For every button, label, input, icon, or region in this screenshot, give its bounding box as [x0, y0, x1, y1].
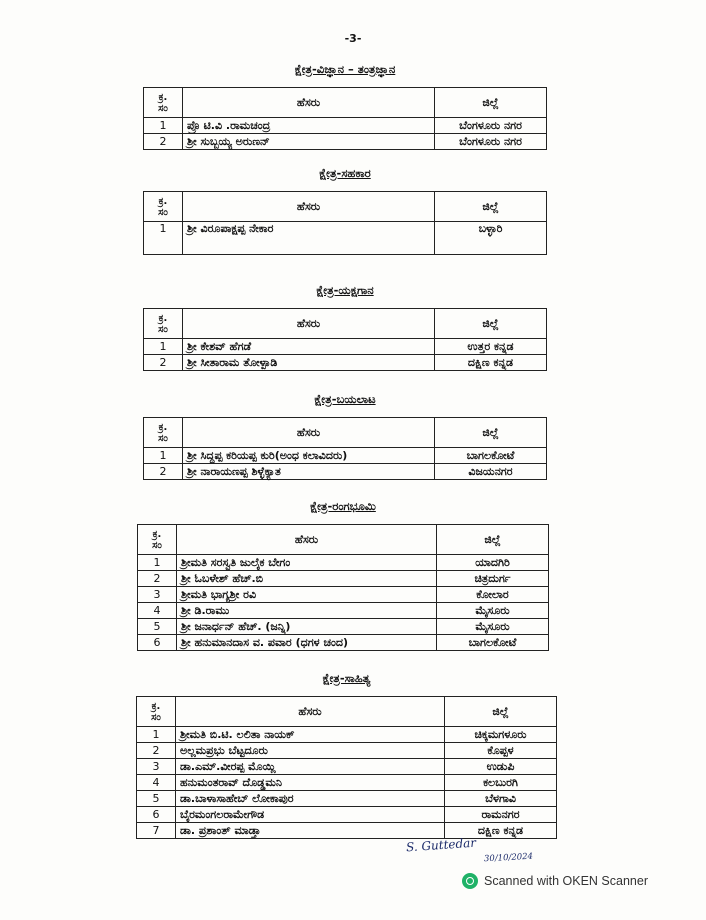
table-row	[144, 118, 547, 134]
column-header-serial: ಕ್ರ. ಸಂ	[137, 697, 176, 727]
serial-number-cell: 7	[137, 823, 176, 839]
section-heading: ಕ್ಷೇತ್ರ-ರಂಗಭೂಮಿ	[310, 499, 376, 513]
district-cell: ವಿಜಯನಗರ	[435, 464, 547, 480]
serial-number-cell: 1	[144, 222, 183, 255]
column-header-name: ಹೆಸರು	[177, 525, 437, 555]
name-cell: ಡಾ. ಪ್ರಶಾಂತ್ ಮಾಡ್ತಾ	[176, 823, 445, 839]
name-cell: ಶ್ರೀಮತಿ ಭಾಗ್ಯಶ್ರೀ ರವಿ	[177, 587, 437, 603]
section-2	[143, 166, 547, 255]
name-cell: ಶ್ರೀ ಜನಾರ್ಧನ್ ಹೆಚ್. (ಜನ್ನಿ)	[177, 619, 437, 635]
table-row	[138, 555, 549, 571]
table-row	[138, 635, 549, 651]
district-cell: ಕಲಬುರಗಿ	[445, 775, 557, 791]
column-header-serial: ಕ್ರ. ಸಂ	[138, 525, 177, 555]
column-header-district: ಜಿಲ್ಲೆ	[437, 525, 549, 555]
table-row	[137, 823, 557, 839]
name-cell: ಶ್ರೀ ಸೀತಾರಾಮ ತೋಳ್ಪಾಡಿ	[183, 355, 435, 371]
district-cell: ಬಾಗಲಕೋಟೆ	[437, 635, 549, 651]
serial-number-cell: 2	[144, 355, 183, 371]
column-header-serial: ಕ್ರ. ಸಂ	[144, 418, 183, 448]
district-cell: ಬೆಂಗಳೂರು ನಗರ	[435, 134, 547, 150]
name-cell: ಶ್ರೀ ಹನುಮಾನದಾಸ ವ. ಪವಾರ (ಧಗಳ ಚಂದ)	[177, 635, 437, 651]
table-header-row	[144, 309, 547, 339]
district-cell: ಉತ್ತರ ಕನ್ನಡ	[435, 339, 547, 355]
district-cell: ಕೋಲಾರ	[437, 587, 549, 603]
column-header-name: ಹೆಸರು	[183, 309, 435, 339]
table-header-row	[144, 418, 547, 448]
column-header-serial: ಕ್ರ. ಸಂ	[144, 309, 183, 339]
name-cell: ಶ್ರೀ ಕೇಶವ್ ಹೆಗಡೆ	[183, 339, 435, 355]
name-cell: ಶ್ರೀಮತಿ ಬಿ.ಟಿ. ಲಲಿತಾ ನಾಯಕ್	[176, 727, 445, 743]
name-cell: ಅಲ್ಲಮಪ್ರಭು ಬೆಟ್ಟದೂರು	[176, 743, 445, 759]
name-cell: ಶ್ರೀ ಸಿದ್ದಪ್ಪ ಕರಿಯಪ್ಪ ಕುರಿ(ಅಂಧ ಕಲಾವಿದರು)	[183, 448, 435, 464]
section-heading: ಕ್ಷೇತ್ರ-ಬಯಲಾಟ	[314, 392, 376, 406]
section-4	[143, 392, 547, 480]
district-cell: ಮೈಸೂರು	[437, 603, 549, 619]
district-cell: ರಾಮನಗರ	[445, 807, 557, 823]
serial-number-cell: 2	[144, 464, 183, 480]
section-5	[137, 499, 549, 651]
scanner-watermark	[462, 872, 648, 890]
district-cell: ಬಾಗಲಕೋಟೆ	[435, 448, 547, 464]
page-number: -3-	[344, 32, 362, 45]
district-cell: ಬೆಳಗಾವಿ	[445, 791, 557, 807]
column-header-district: ಜಿಲ್ಲೆ	[435, 192, 547, 222]
district-cell: ಮೈಸೂರು	[437, 619, 549, 635]
serial-number-cell: 1	[137, 727, 176, 743]
column-header-serial: ಕ್ರ. ಸಂ	[144, 88, 183, 118]
awardees-table	[143, 191, 547, 255]
serial-number-cell: 3	[137, 759, 176, 775]
column-header-district: ಜಿಲ್ಲೆ	[435, 88, 547, 118]
table-row	[137, 807, 557, 823]
table-row	[137, 759, 557, 775]
awardees-table	[136, 696, 557, 839]
serial-number-cell: 1	[144, 448, 183, 464]
table-row	[144, 339, 547, 355]
awardees-table	[143, 308, 547, 371]
name-cell: ಪ್ರೊ ಟಿ.ವಿ .ರಾಮಚಂದ್ರ	[183, 118, 435, 134]
table-row	[138, 571, 549, 587]
column-header-name: ಹೆಸರು	[183, 192, 435, 222]
section-3	[143, 283, 547, 371]
serial-number-cell: 1	[138, 555, 177, 571]
serial-number-cell: 6	[138, 635, 177, 651]
column-header-name: ಹೆಸರು	[176, 697, 445, 727]
column-header-district: ಜಿಲ್ಲೆ	[435, 309, 547, 339]
serial-number-cell: 6	[137, 807, 176, 823]
district-cell: ಬಳ್ಳಾರಿ	[435, 222, 547, 255]
name-cell: ಬೈರಮಂಗಲರಾಮೇಗೌಡ	[176, 807, 445, 823]
table-row	[144, 464, 547, 480]
table-row	[138, 619, 549, 635]
awardees-table	[143, 87, 547, 150]
name-cell: ಶ್ರೀ ನಾರಾಯಣಪ್ಪ ಶಿಳ್ಳೆಕ್ಯಾತ	[183, 464, 435, 480]
table-row	[144, 448, 547, 464]
district-cell: ದಕ್ಷಿಣ ಕನ್ನಡ	[445, 823, 557, 839]
awardees-table	[143, 417, 547, 480]
table-row	[137, 727, 557, 743]
section-heading: ಕ್ಷೇತ್ರ-ವಿಜ್ಞಾನ – ತಂತ್ರಜ್ಞಾನ	[294, 62, 396, 76]
section-heading: ಕ್ಷೇತ್ರ-ಸಾಹಿತ್ಯ	[322, 671, 371, 685]
section-heading: ಕ್ಷೇತ್ರ-ಯಕ್ಷಗಾನ	[316, 283, 374, 297]
column-header-district: ಜಿಲ್ಲೆ	[445, 697, 557, 727]
district-cell: ಬೆಂಗಳೂರು ನಗರ	[435, 118, 547, 134]
serial-number-cell: 1	[144, 118, 183, 134]
serial-number-cell: 4	[137, 775, 176, 791]
serial-number-cell: 2	[137, 743, 176, 759]
serial-number-cell: 1	[144, 339, 183, 355]
column-header-serial: ಕ್ರ. ಸಂ	[144, 192, 183, 222]
district-cell: ಉಡುಪಿ	[445, 759, 557, 775]
serial-number-cell: 4	[138, 603, 177, 619]
table-row	[144, 134, 547, 150]
oken-scanner-logo-icon	[462, 873, 478, 889]
district-cell: ದಕ್ಷಿಣ ಕನ್ನಡ	[435, 355, 547, 371]
table-row	[144, 222, 547, 255]
serial-number-cell: 2	[138, 571, 177, 587]
name-cell: ಶ್ರೀ ಸುಬ್ಬಯ್ಯ ಅರುಣನ್	[183, 134, 435, 150]
table-row	[138, 603, 549, 619]
serial-number-cell: 5	[137, 791, 176, 807]
column-header-name: ಹೆಸರು	[183, 418, 435, 448]
district-cell: ಯಾದಗಿರಿ	[437, 555, 549, 571]
serial-number-cell: 5	[138, 619, 177, 635]
table-header-row	[138, 525, 549, 555]
name-cell: ಶ್ರೀಮತಿ ಸರಸ್ವತಿ ಜುಲೈಕ ಬೇಗಂ	[177, 555, 437, 571]
section-1	[143, 62, 547, 150]
name-cell: ಶ್ರೀ ಡಿ.ರಾಮು	[177, 603, 437, 619]
scanner-watermark-text: Scanned with OKEN Scanner	[484, 874, 648, 888]
name-cell: ಡಾ.ಬಾಳಾಸಾಹೇಬ್ ಲೋಕಾಪುರ	[176, 791, 445, 807]
district-cell: ಕೊಪ್ಪಳ	[445, 743, 557, 759]
section-heading: ಕ್ಷೇತ್ರ-ಸಹಕಾರ	[319, 166, 371, 180]
name-cell: ಶ್ರೀ ಓಬಳೇಶ್ ಹೆಚ್.ಬಿ	[177, 571, 437, 587]
table-row	[144, 355, 547, 371]
section-6	[136, 671, 557, 839]
serial-number-cell: 2	[144, 134, 183, 150]
name-cell: ಡಾ.ಎಮ್.ವೀರಪ್ಪ ಮೊಯ್ಲಿ	[176, 759, 445, 775]
column-header-district: ಜಿಲ್ಲೆ	[435, 418, 547, 448]
table-header-row	[137, 697, 557, 727]
serial-number-cell: 3	[138, 587, 177, 603]
name-cell: ಶ್ರೀ ವಿರೂಪಾಕ್ಷಪ್ಪ ನೇಕಾರ	[183, 222, 435, 255]
awardees-table	[137, 524, 549, 651]
district-cell: ಚಿಕ್ಕಮಗಳೂರು	[445, 727, 557, 743]
signature: S. Guttedar	[405, 835, 477, 855]
table-row	[137, 775, 557, 791]
table-header-row	[144, 192, 547, 222]
column-header-name: ಹೆಸರು	[183, 88, 435, 118]
signature-date: 30/10/2024	[483, 851, 534, 865]
table-row	[137, 743, 557, 759]
table-header-row	[144, 88, 547, 118]
table-row	[137, 791, 557, 807]
table-row	[138, 587, 549, 603]
district-cell: ಚಿತ್ರದುರ್ಗ	[437, 571, 549, 587]
name-cell: ಹನುಮಂತರಾವ್ ದೊಡ್ಡಮನಿ	[176, 775, 445, 791]
